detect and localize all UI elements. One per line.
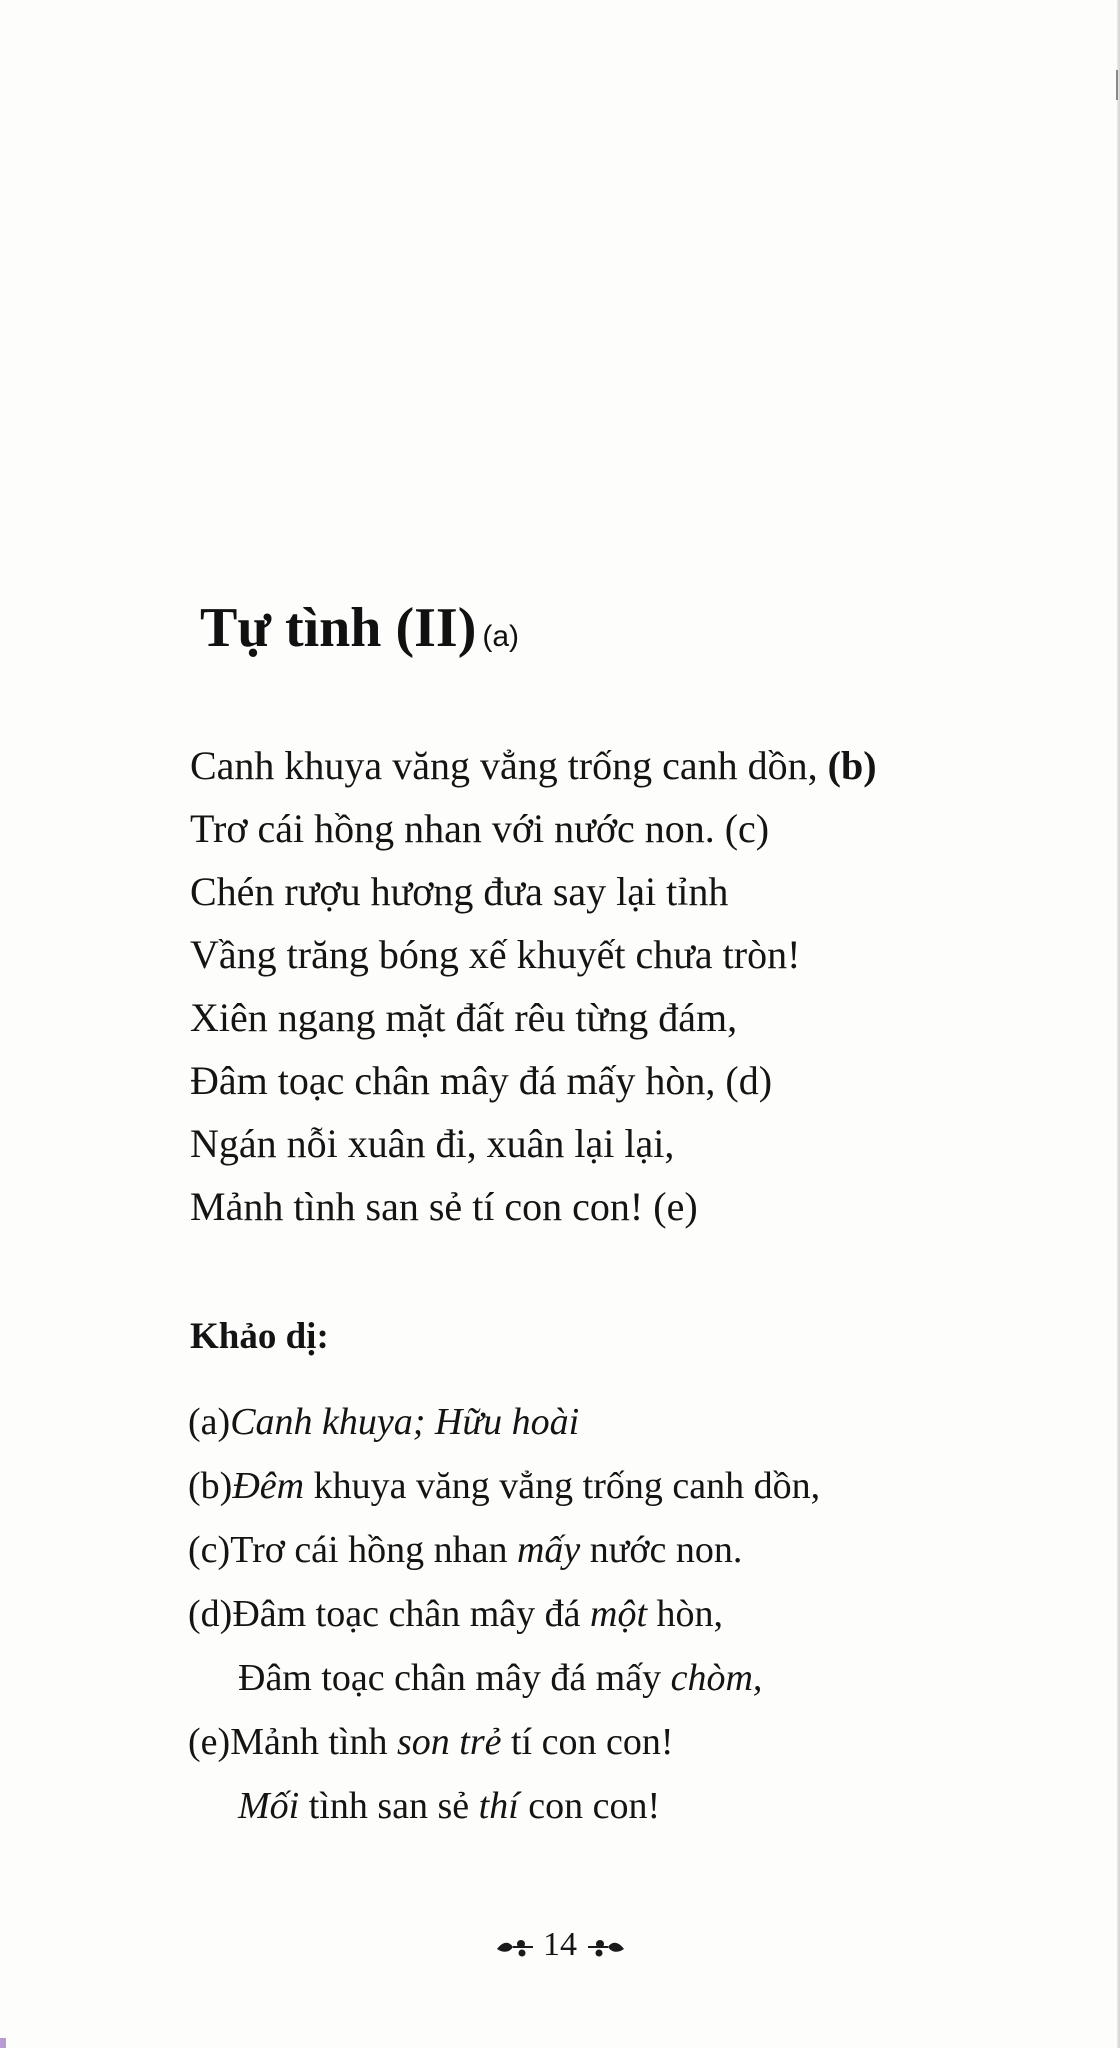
poem-line: Trơ cái hồng nhan với nước non. (c): [190, 806, 770, 851]
variant-text: tình san sẻ: [299, 1785, 479, 1827]
variant-row: [188, 1454, 820, 1518]
variant-text: son trẻ: [396, 1721, 502, 1763]
variant-text: hòn,: [647, 1593, 723, 1635]
variant-text: chòm,: [670, 1657, 763, 1699]
variant-mark: (b): [188, 1465, 233, 1507]
variant-text: mấy: [516, 1529, 581, 1571]
poem-line: Vầng trăng bóng xế khuyết chưa tròn!: [190, 932, 801, 977]
variant-mark: (e): [188, 1721, 231, 1763]
variant-text: Đêm: [232, 1465, 305, 1507]
variant-row: [188, 1774, 820, 1838]
scan-corner-mark: [0, 2038, 6, 2048]
variant-text: Đâm toạc chân mây đá: [232, 1593, 590, 1635]
variant-text: Mảnh tình: [230, 1721, 397, 1763]
variant-text: khuya văng vẳng trống canh dồn,: [304, 1465, 821, 1507]
variants-list: [188, 1390, 820, 1838]
poem-title-text: Tự tình (II): [200, 597, 477, 659]
variant-text: Mối: [238, 1785, 300, 1827]
variant-text: Đâm toạc chân mây đá mấy: [238, 1657, 671, 1699]
variant-row: [188, 1646, 820, 1710]
poem-line: Đâm toạc chân mây đá mấy hòn, (d): [190, 1058, 773, 1103]
poem-body: [190, 734, 877, 1238]
variant-text: một: [590, 1593, 647, 1635]
poem-line: Mảnh tình san sẻ tí con con! (e): [190, 1184, 698, 1229]
poem-line: Ngán nỗi xuân đi, xuân lại lại,: [190, 1121, 675, 1166]
variant-row: [188, 1390, 820, 1454]
variant-mark: (c): [188, 1529, 231, 1571]
scan-edge-mark: [1116, 70, 1118, 100]
variant-mark: (a): [188, 1401, 231, 1443]
variant-text: thí: [478, 1785, 519, 1827]
variant-row: [188, 1582, 820, 1646]
variant-text: Trơ cái hồng nhan: [230, 1529, 517, 1571]
variants-heading: Khảo dị:: [190, 1316, 329, 1357]
poem-line: Chén rượu hương đưa say lại tỉnh: [190, 869, 729, 914]
poem-title-note: (a): [482, 620, 520, 653]
page-footer: [0, 1923, 1120, 1967]
variant-row: [188, 1518, 820, 1582]
variant-text: con con!: [518, 1785, 661, 1827]
poem-line: Xiên ngang mặt đất rêu từng đám,: [190, 995, 738, 1040]
variant-text: Canh khuya; Hữu hoài: [230, 1401, 580, 1443]
poem-title: [200, 593, 519, 672]
poem-line: [190, 734, 877, 797]
floral-ornament-icon: [586, 1935, 626, 1959]
floral-ornament-icon: [495, 1935, 535, 1959]
variant-row: [188, 1710, 820, 1774]
variant-mark: (d): [188, 1593, 233, 1635]
poem-line-text: Canh khuya văng vẳng trống canh dồn,: [190, 743, 828, 788]
page-number: 14: [543, 1926, 577, 1963]
poem-line-note-mark: (b): [827, 743, 877, 788]
variant-text: nước non.: [580, 1529, 743, 1571]
variant-text: tí con con!: [501, 1721, 674, 1763]
